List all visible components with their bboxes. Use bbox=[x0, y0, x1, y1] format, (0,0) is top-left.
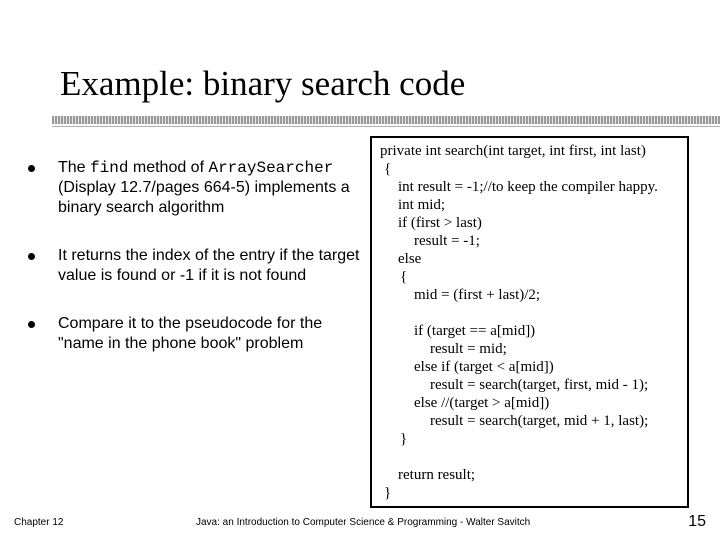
code-line: else if (target < a[mid]) bbox=[414, 359, 554, 375]
code-line: result = search(target, mid + 1, last); bbox=[430, 413, 649, 429]
code-line: return result; bbox=[398, 467, 476, 483]
code-line: result = -1; bbox=[414, 233, 480, 249]
slide-title: Example: binary search code bbox=[60, 64, 466, 103]
code-line: private int search(int target, int first, int last) bbox=[380, 143, 646, 159]
code-line: else //(target > a[mid]) bbox=[414, 395, 550, 411]
code-line: mid = (first + last)/2; bbox=[414, 287, 541, 303]
bullet-dot bbox=[28, 165, 35, 172]
bullet-item: The find method of ArraySearcher (Display 12.7/pages 664-5) implements a binary search algorithm bbox=[20, 158, 360, 218]
code-line: } bbox=[400, 431, 408, 447]
title-rule-line bbox=[52, 126, 720, 127]
bullet-item bbox=[20, 314, 360, 354]
code-line: int mid; bbox=[398, 197, 446, 213]
code-line: result = search(target, first, mid - 1); bbox=[430, 377, 649, 393]
code-line: int result = -1;//to keep the compiler happy. bbox=[398, 179, 658, 195]
page-number: 15 bbox=[688, 513, 706, 530]
code-line: else bbox=[398, 251, 422, 267]
code-line: { bbox=[384, 161, 392, 177]
code-line: if (first > last) bbox=[398, 215, 482, 231]
bullet-dot bbox=[28, 253, 35, 260]
bullet-item bbox=[20, 246, 360, 286]
code-line: { bbox=[400, 269, 408, 285]
code-line: if (target == a[mid]) bbox=[414, 323, 536, 339]
bullet-dot bbox=[28, 321, 35, 328]
footer-course-title: Java: an Introduction to Computer Science & Programming - Walter Savitch bbox=[196, 517, 531, 528]
code-term-arraysearcher: ArraySearcher bbox=[208, 159, 334, 177]
code-line: result = mid; bbox=[430, 341, 507, 357]
bullet-text: It returns the index of the entry if the target value is found or -1 if it is not found bbox=[58, 247, 360, 284]
code-term-find: find bbox=[90, 159, 129, 177]
footer-chapter: Chapter 12 bbox=[14, 517, 64, 528]
code-line: } bbox=[384, 485, 392, 501]
code-box bbox=[370, 136, 689, 508]
bullet-text: Compare it to the pseudocode for the "name in the phone book" problem bbox=[58, 315, 323, 352]
bullet-list bbox=[20, 158, 360, 382]
title-rule-band bbox=[52, 116, 720, 124]
